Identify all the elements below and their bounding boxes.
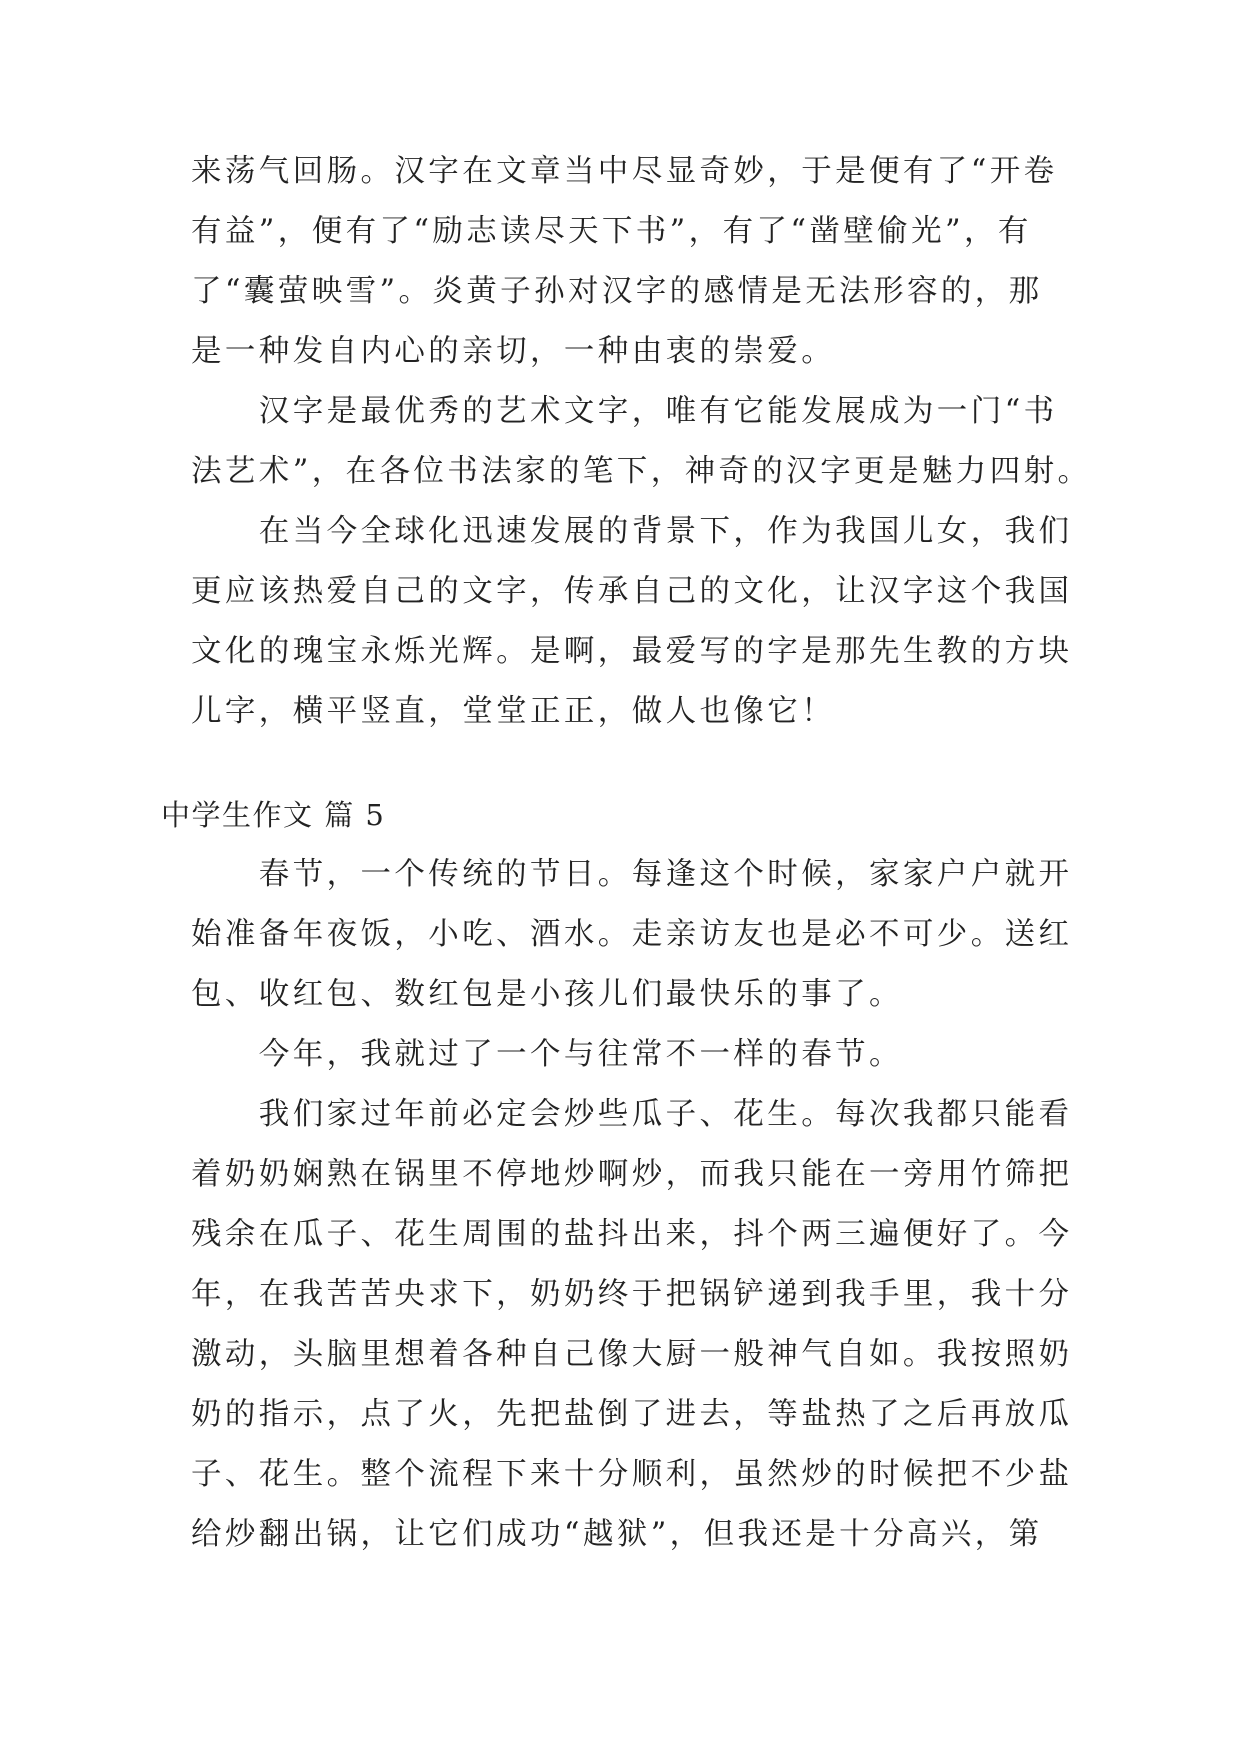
text-line: 年，在我苦苦央求下，奶奶终于把锅铲递到我手里，我十分	[191, 1277, 1073, 1312]
text-line: 是一种发自内心的亲切，一种由衷的崇爱。	[191, 334, 836, 369]
text-line: 奶的指示，点了火，先把盐倒了进去，等盐热了之后再放瓜	[191, 1397, 1073, 1432]
text-line: 来荡气回肠。汉字在文章当中尽显奇妙，于是便有了“开卷	[191, 154, 1058, 189]
text-line: 更应该热爱自己的文字，传承自己的文化，让汉字这个我国	[191, 574, 1073, 609]
text-line: 今年，我就过了一个与往常不一样的春节。	[191, 1037, 903, 1072]
text-line: 汉字是最优秀的艺术文字，唯有它能发展成为一门“书	[191, 394, 1058, 429]
text-line: 法艺术”，在各位书法家的笔下，神奇的汉字更是魅力四射。	[191, 454, 1092, 489]
text-line: 春节，一个传统的节日。每逢这个时候，家家户户就开	[191, 857, 1073, 892]
text-line: 文化的瑰宝永烁光辉。是啊，最爱写的字是那先生教的方块	[191, 634, 1073, 669]
text-line: 始准备年夜饭，小吃、酒水。走亲访友也是必不可少。送红	[191, 917, 1073, 952]
text-line: 着奶奶娴熟在锅里不停地炒啊炒，而我只能在一旁用竹筛把	[191, 1157, 1073, 1192]
text-line: 在当今全球化迅速发展的背景下，作为我国儿女，我们	[191, 514, 1073, 549]
text-line: 子、花生。整个流程下来十分顺利，虽然炒的时候把不少盐	[191, 1457, 1073, 1492]
text-line: 给炒翻出锅，让它们成功“越狱”，但我还是十分高兴，第	[191, 1517, 1043, 1552]
text-line: 残余在瓜子、花生周围的盐抖出来，抖个两三遍便好了。今	[191, 1217, 1073, 1252]
text-line: 有益”，便有了“励志读尽天下书”，有了“凿壁偷光”，有	[191, 214, 1032, 249]
text-line: 包、收红包、数红包是小孩儿们最快乐的事了。	[191, 977, 903, 1012]
text-line: 我们家过年前必定会炒些瓜子、花生。每次我都只能看	[191, 1097, 1073, 1132]
text-line: 了“囊萤映雪”。炎黄子孙对汉字的感情是无法形容的，那	[191, 274, 1043, 309]
section-heading: 中学生作文 篇 5	[161, 798, 386, 832]
text-line: 儿字，横平竖直，堂堂正正，做人也像它！	[191, 694, 836, 729]
text-line: 激动，头脑里想着各种自己像大厨一般神气自如。我按照奶	[191, 1337, 1073, 1372]
